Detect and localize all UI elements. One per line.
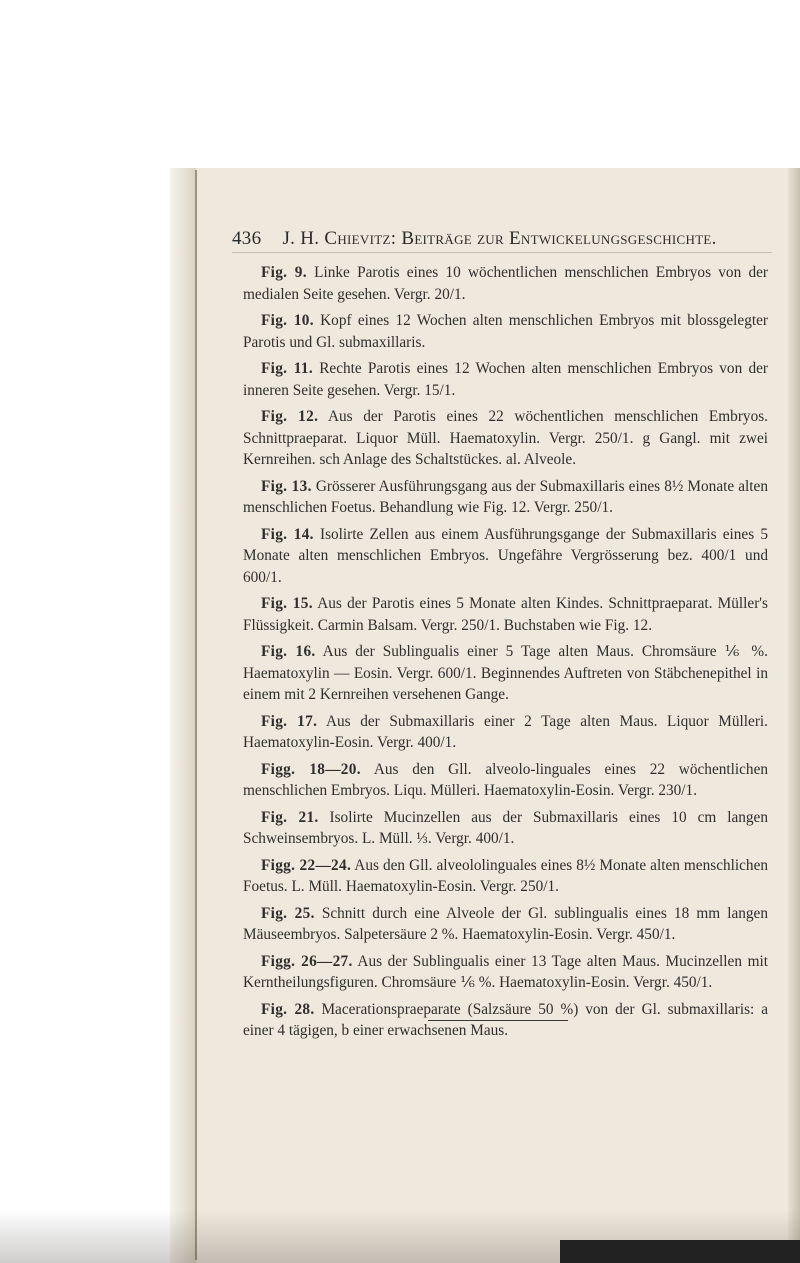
caption-fig-21 (243, 807, 768, 850)
caption-label: Fig. 21. (261, 808, 319, 826)
caption-fig-25 (243, 903, 768, 946)
caption-label: Fig. 28. (261, 1000, 315, 1018)
caption-text: Isolirte Zellen aus einem Ausführungsgange der Submaxillaris eines 5 Monate alten menschlichen Embryos. Ungefähre Vergrösserung bez. 400/1 und 600/1. (243, 525, 768, 586)
bottom-corner-shadow (560, 1240, 800, 1263)
caption-text: Isolirte Mucinzellen aus der Submaxillaris eines 10 cm langen Schweinsembryos. L. Müll. ⅓. Vergr. 400/1. (243, 808, 768, 847)
caption-text: Aus den Gll. alveolo-linguales eines 22 wöchentlichen menschlichen Embryos. Liqu. Mülleri. Haematoxylin-Eosin. Vergr. 230/1. (243, 760, 769, 799)
caption-text: Rechte Parotis eines 12 Wochen alten menschlichen Embryos von der inneren Seite gesehen. Vergr. 15/1. (243, 360, 768, 399)
figure-captions (243, 262, 768, 1047)
binding-edge (195, 170, 197, 1260)
caption-label: Fig. 12. (261, 408, 319, 425)
running-header (232, 228, 772, 250)
caption-label: Fig. 15. (261, 595, 313, 612)
caption-text: Aus der Submaxillaris einer 2 Tage alten Maus. Liquor Mülleri. Haematoxylin-Eosin. Vergr. 400/1. (243, 712, 768, 751)
caption-label: Fig. 25. (261, 904, 315, 922)
caption-label: Fig. 10. (261, 312, 314, 329)
caption-text: Linke Parotis eines 10 wöchentlichen menschlichen Embryos von der medialen Seite gesehen. Vergr. 20/1. (243, 264, 768, 303)
caption-text: Macerationspraeparate (Salzsäure 50 %) von der Gl. submaxillaris: a einer 4 tägigen, b einer erwachsenen Maus. (243, 1000, 768, 1039)
running-title: J. H. Chievitz: Beiträge zur Entwickelungsgeschichte. (282, 228, 717, 249)
caption-fig-17 (243, 711, 768, 754)
caption-fig-11 (243, 358, 768, 401)
caption-label: Fig. 17. (261, 712, 318, 730)
caption-label: Figg. 18—20. (261, 760, 361, 778)
caption-fig-13 (243, 476, 768, 519)
caption-text: Aus der Sublingualis einer 13 Tage alten Maus. Mucinzellen mit Kerntheilungsfiguren. Chromsäure ⅙ %. Haematoxylin-Eosin. Vergr. 450/1. (243, 952, 768, 991)
caption-fig-16 (243, 641, 768, 706)
caption-fig-15 (243, 593, 768, 636)
caption-fig-14 (243, 524, 768, 589)
header-rule (232, 252, 772, 253)
caption-label: Fig. 9. (261, 264, 307, 281)
caption-label: Figg. 26—27. (261, 952, 353, 970)
caption-fig-12 (243, 406, 768, 471)
caption-label: Figg. 22—24. (261, 856, 352, 874)
end-rule (428, 1020, 568, 1021)
caption-fig-26-27 (243, 951, 768, 994)
caption-text: Aus der Parotis eines 5 Monate alten Kindes. Schnittpraeparat. Müller's Flüssigkeit. Carmin Balsam. Vergr. 250/1. Buchstaben wie Fig. 12. (243, 595, 768, 634)
caption-label: Fig. 11. (261, 360, 313, 377)
caption-text: Aus den Gll. alveololinguales eines 8½ Monate alten menschlichen Foetus. L. Müll. Haematoxylin-Eosin. Vergr. 250/1. (243, 856, 769, 895)
caption-label: Fig. 16. (261, 643, 316, 660)
page-right-edge (788, 168, 800, 1263)
caption-fig-18-20 (243, 759, 768, 802)
caption-text: Aus der Parotis eines 22 wöchentlichen menschlichen Embryos. Schnittpraeparat. Liquor Müll. Haematoxylin. Vergr. 250/1. g Gangl. mit zwei Kernreihen. sch Anlage des Schaltstückes. al. Alveole. (243, 408, 768, 468)
caption-label: Fig. 13. (261, 477, 312, 495)
caption-text: Kopf eines 12 Wochen alten menschlichen Embryos mit blossgelegter Parotis und Gl. submaxillaris. (243, 312, 768, 351)
page-number: 436 (232, 228, 262, 249)
caption-fig-10 (243, 310, 768, 353)
caption-label: Fig. 14. (261, 525, 314, 543)
caption-fig-22-24 (243, 855, 768, 898)
caption-text: Aus der Sublingualis einer 5 Tage alten Maus. Chromsäure ⅙ %. Haematoxylin — Eosin. Vergr. 600/1. Beginnendes Auftreten von Stäbchenepithel in einem mit 2 Kernreihen versehenen Gange. (243, 643, 768, 703)
caption-text: Schnitt durch eine Alveole der Gl. sublingualis eines 18 mm langen Mäuseembryos. Salpetersäure 2 %. Haematoxylin-Eosin. Vergr. 450/1. (243, 904, 768, 943)
caption-fig-9 (243, 262, 768, 305)
caption-text: Grösserer Ausführungsgang aus der Submaxillaris eines 8½ Monate alten menschlichen Foetus. Behandlung wie Fig. 12. Vergr. 250/1. (243, 477, 768, 516)
